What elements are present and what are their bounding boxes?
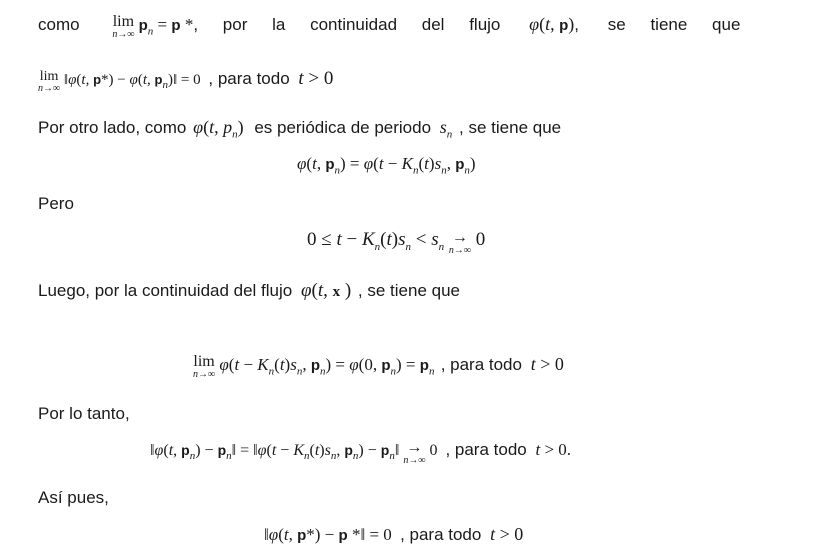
paragraph-2: lim n→∞ ‖φ(t, p*) − φ(t, $p_n)‖ = 0$ , para todo t > 0 [38, 68, 334, 94]
formula-limit-flow: lim n→∞ $\varphi(t - K_n(t)s_n$, $p_n) = \varphi(0$, $p_n) = p_n$ [193, 353, 435, 380]
formula-lim-pn: lim n→∞ $p_n = p$ * [112, 13, 194, 40]
formula-phi-t-p: φ(t, p) [529, 14, 575, 34]
formula-sn: $s_n$ [439, 117, 453, 141]
paragraph-asi-pues: Así pues, [38, 488, 109, 507]
word-la: la [272, 15, 286, 34]
word-se: se [607, 15, 626, 34]
formula-norm-limit: lim n→∞ ‖φ(t, p*) − φ(t, $p_n)‖ = 0$ [38, 69, 201, 94]
paragraph-12: ‖φ(t, p*) − p *‖ = 0 , para todo t > 0 [264, 524, 524, 544]
word-que: que [712, 15, 741, 34]
limit-operator: lim n→∞ [38, 69, 61, 94]
formula-t-gt-0: t > 0 [490, 524, 524, 544]
paragraph-pero: Pero [38, 194, 74, 213]
formula-norm-convergence: ‖φ(t, $p_n$) − $p_n‖$ = ‖φ(t − $K_n(t)s_n$, $p_n$) − $p_n‖$ → n→∞ 0 [150, 439, 438, 466]
limit-operator: lim n→∞ [112, 13, 135, 40]
formula-phi-t-pn: φ(t, $p_n$) [193, 117, 244, 141]
paragraph-7: Luego, por la continuidad del flujo φ(t, x ) , se tiene que [38, 280, 460, 301]
formula-phi-t-x: φ(t, x ) [300, 280, 352, 301]
formula-t-gt-0: t > 0 [530, 354, 564, 374]
limit-operator: lim n→∞ [193, 353, 216, 380]
word-por: por [222, 15, 248, 34]
word-flujo: flujo [469, 15, 501, 34]
word-continuidad: continuidad [310, 15, 398, 34]
word-como: como [38, 15, 80, 34]
paragraph-por-lo-tanto: Por lo tanto, [38, 404, 130, 423]
formula-t-gt-0: t > 0. [535, 440, 572, 459]
equation-periodicity: φ(t, $p_n) = \varphi(t - K_n(t)s_n$, $p_n$) [297, 154, 476, 177]
paragraph-1: como lim n→∞ $p_n = p$ *, por la continuidad del flujo φ(t, p), se tiene que [38, 13, 741, 40]
word-del: del [421, 15, 445, 34]
word-tiene: tiene [650, 15, 688, 34]
limit-arrow: → n→∞ [403, 439, 426, 466]
formula-final-norm: ‖φ(t, p*) − p *‖ = 0 [264, 525, 392, 544]
paragraph-10: ‖φ(t, $p_n$) − $p_n‖$ = ‖φ(t − $K_n(t)s_n$, $p_n$) − $p_n‖$ → n→∞ 0 , para todo t > 0. [150, 439, 572, 466]
formula-t-gt-0: t > 0 [298, 68, 334, 89]
limit-arrow: → n→∞ [448, 229, 471, 256]
equation-inequality: $0 \le t - K_n(t)s_n < s_n$ → n→∞ 0 [307, 229, 486, 256]
paragraph-3: Por otro lado, como φ(t, $p_n$) es periódica de periodo $s_n$ , se tiene que [38, 117, 562, 141]
paragraph-8: lim n→∞ $\varphi(t - K_n(t)s_n$, $p_n) = \varphi(0$, $p_n) = p_n$ , para todo t > 0 [193, 353, 564, 380]
